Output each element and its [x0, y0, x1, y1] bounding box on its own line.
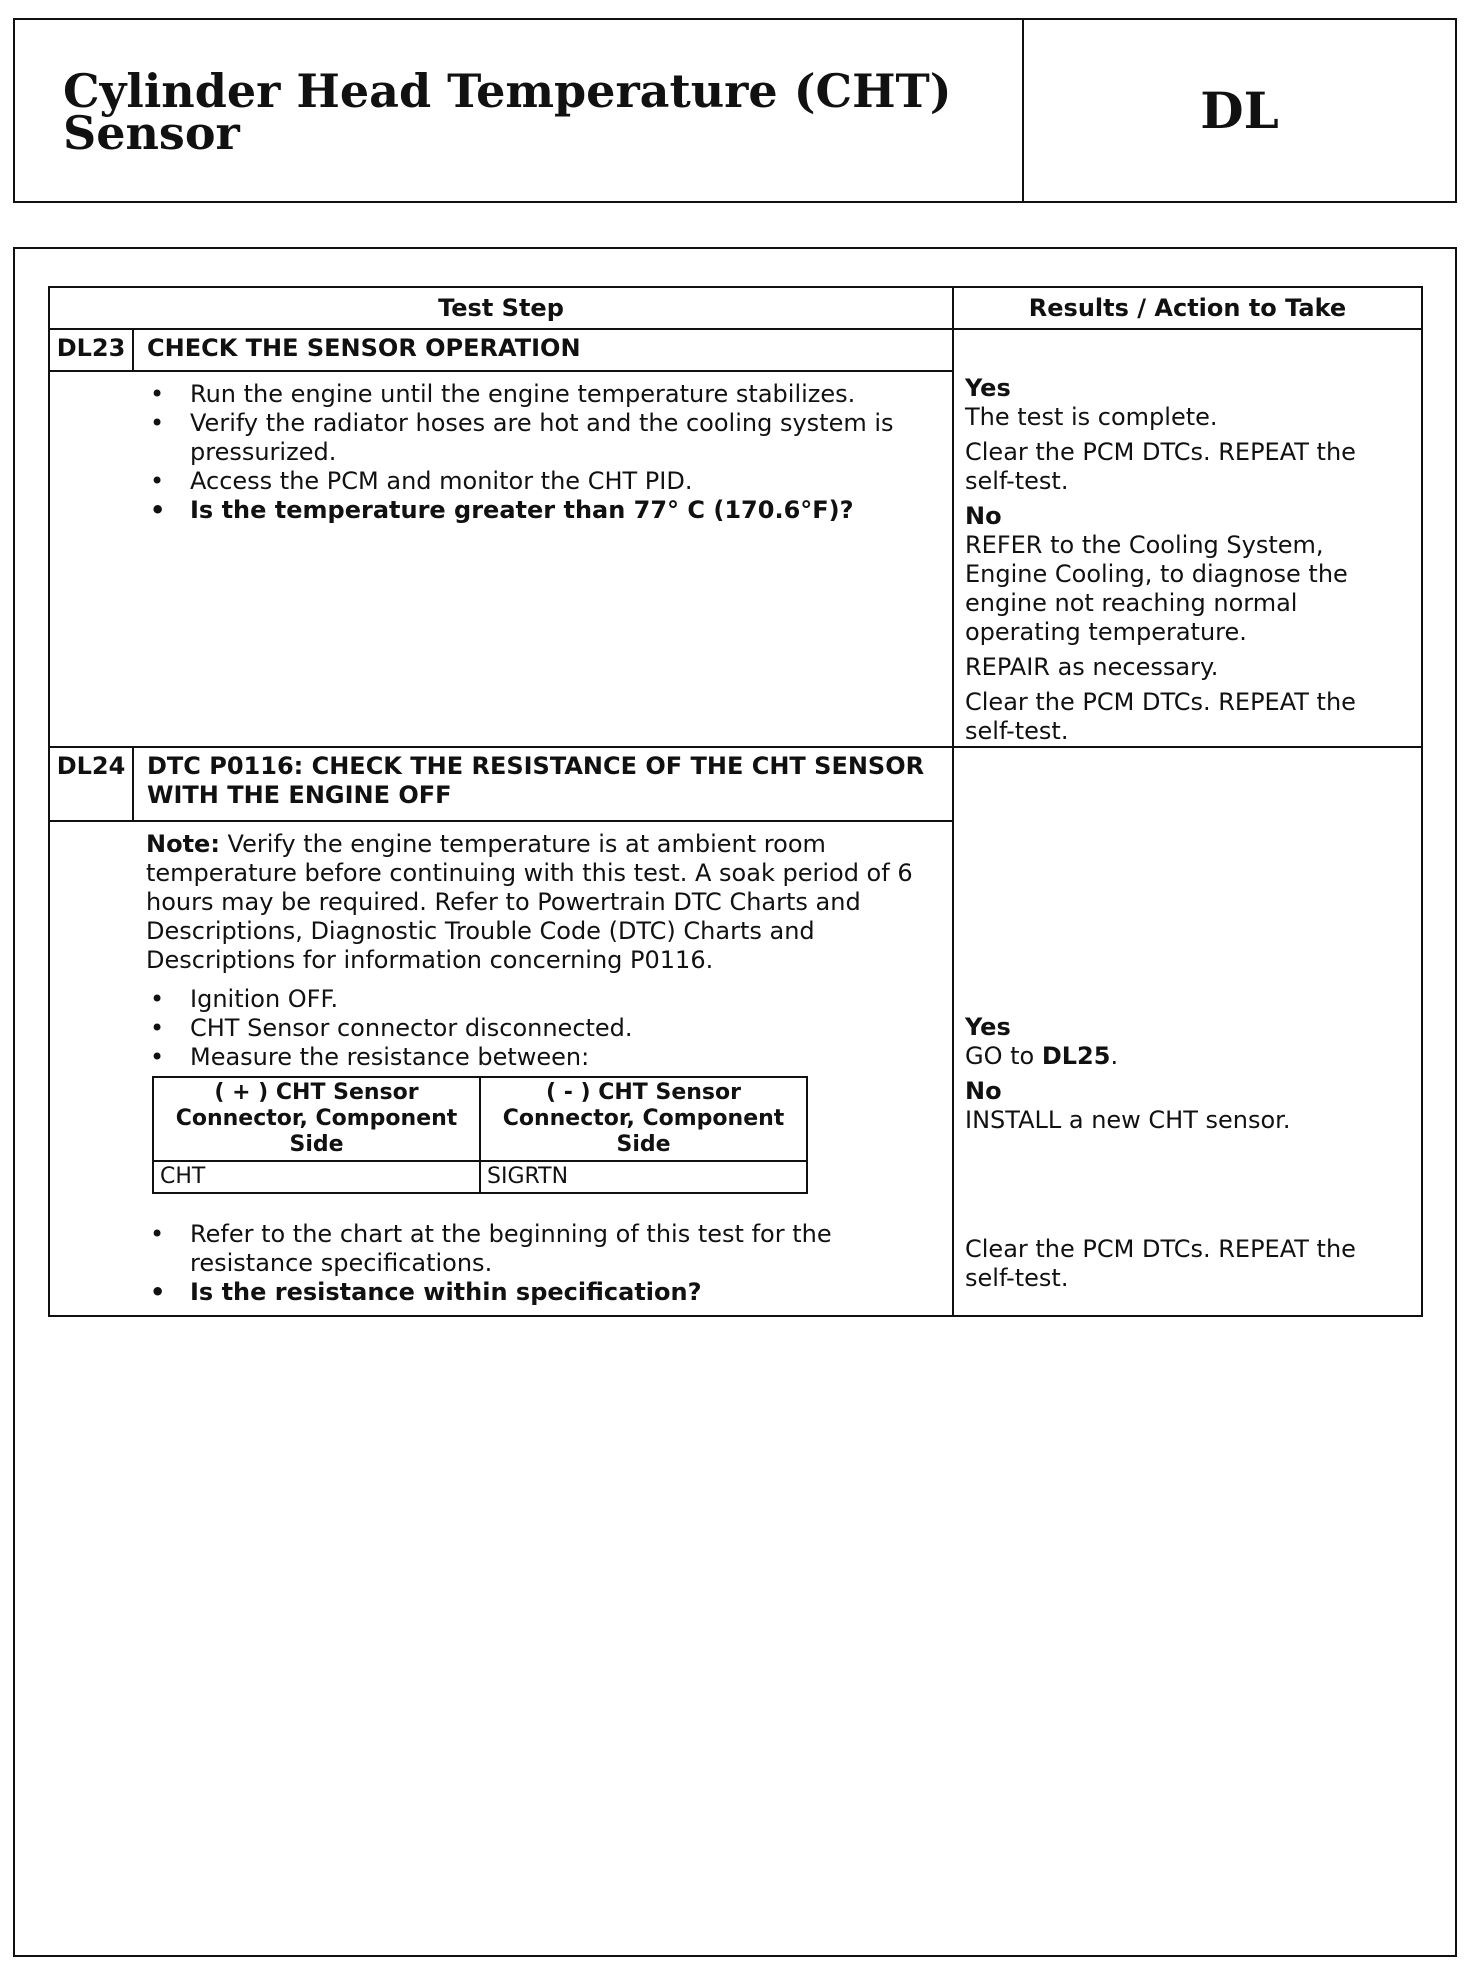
connector-table-header	[153, 1077, 807, 1161]
dl24-step-body	[133, 821, 953, 1316]
list-item: • Verify the radiator hoses are hot and the cooling system is pressurized.	[146, 409, 932, 467]
connector-table	[152, 1076, 808, 1194]
list-item: • Ignition OFF.	[146, 985, 932, 1014]
connector-value-positive: CHT	[153, 1161, 480, 1193]
connector-header-negative: ( - ) CHT Sensor Connector, Component Side	[480, 1077, 807, 1161]
dl24-note-label: Note:	[146, 830, 220, 858]
dl23-no-line-2: REPAIR as necessary.	[965, 653, 1219, 681]
dl24-no-line: INSTALL a new CHT sensor.	[965, 1106, 1291, 1134]
dl24-title-row	[49, 747, 1422, 821]
dl24-step-id: DL24	[49, 747, 133, 821]
dl24-results	[953, 747, 1422, 1316]
list-item: • Access the PCM and monitor the CHT PID.	[146, 467, 932, 496]
dl23-step-id: DL23	[49, 329, 133, 371]
dl24-bullet-list-2	[146, 1220, 932, 1307]
dl24-note	[146, 830, 932, 975]
dl23-no-line-3: Clear the PCM DTCs. REPEAT the self-test.	[965, 688, 1356, 745]
dl24-go-suffix: .	[1110, 1042, 1119, 1070]
dl24-question: • Is the resistance within specification?	[146, 1278, 932, 1307]
page-title	[15, 20, 1024, 201]
dl23-step-title: CHECK THE SENSOR OPERATION	[133, 329, 953, 371]
page-title-line-1: Cylinder Head Temperature (CHT)	[63, 64, 952, 118]
dl23-step-body	[133, 371, 953, 747]
dl24-final-line: Clear the PCM DTCs. REPEAT the self-test.	[965, 1235, 1356, 1292]
dl23-bullet-list	[146, 380, 932, 525]
dl23-yes-line-2: Clear the PCM DTCs. REPEAT the self-test.	[965, 438, 1356, 495]
connector-header-positive: ( + ) CHT Sensor Connector, Component Side	[153, 1077, 480, 1161]
dl24-yes-line	[965, 1042, 1413, 1071]
dl23-no-label: No	[965, 502, 1002, 530]
dl24-bullet-list	[146, 985, 932, 1072]
dl24-note-text: Verify the engine temperature is at ambient room temperature before continuing with this test. A soak period of 6 hours may be required. Refer to Powertrain DTC Charts and Descriptions, Diagnostic Trouble Code (DTC) Charts and Descriptions for information concerning P0116.	[146, 830, 913, 974]
dl23-results	[953, 329, 1422, 747]
dl24-yes-label: Yes	[965, 1013, 1011, 1041]
dl24-go-target: DL25	[1041, 1042, 1111, 1070]
dl23-yes-label: Yes	[965, 374, 1011, 402]
list-item: • Refer to the chart at the beginning of this test for the resistance specifications.	[146, 1220, 932, 1278]
table-header-row	[49, 287, 1422, 329]
table-row	[153, 1161, 807, 1193]
test-step-column-header: Test Step	[49, 287, 953, 329]
dl24-step-title: DTC P0116: CHECK THE RESISTANCE OF THE CHT SENSOR WITH THE ENGINE OFF	[133, 747, 953, 821]
results-column-header: Results / Action to Take	[953, 287, 1422, 329]
content-frame	[13, 247, 1457, 1957]
dl23-no-line-1: REFER to the Cooling System, Engine Cooling, to diagnose the engine not reaching normal operating temperature.	[965, 531, 1348, 646]
connector-value-negative: SIGRTN	[480, 1161, 807, 1193]
dl23-yes-line-1: The test is complete.	[965, 403, 1218, 431]
dl24-no-label: No	[965, 1077, 1002, 1105]
list-item: • CHT Sensor connector disconnected.	[146, 1014, 932, 1043]
dl23-question: • Is the temperature greater than 77° C (170.6°F)?	[146, 496, 932, 525]
page-header	[13, 18, 1457, 203]
dl23-title-row	[49, 329, 1422, 371]
section-code: DL	[1200, 81, 1279, 140]
list-item: • Measure the resistance between:	[146, 1043, 932, 1072]
list-item: • Run the engine until the engine temperature stabilizes.	[146, 380, 932, 409]
dl24-go-prefix: GO to	[965, 1042, 1042, 1070]
test-step-table	[48, 286, 1423, 1317]
page-title-line-2: Sensor	[63, 106, 240, 160]
